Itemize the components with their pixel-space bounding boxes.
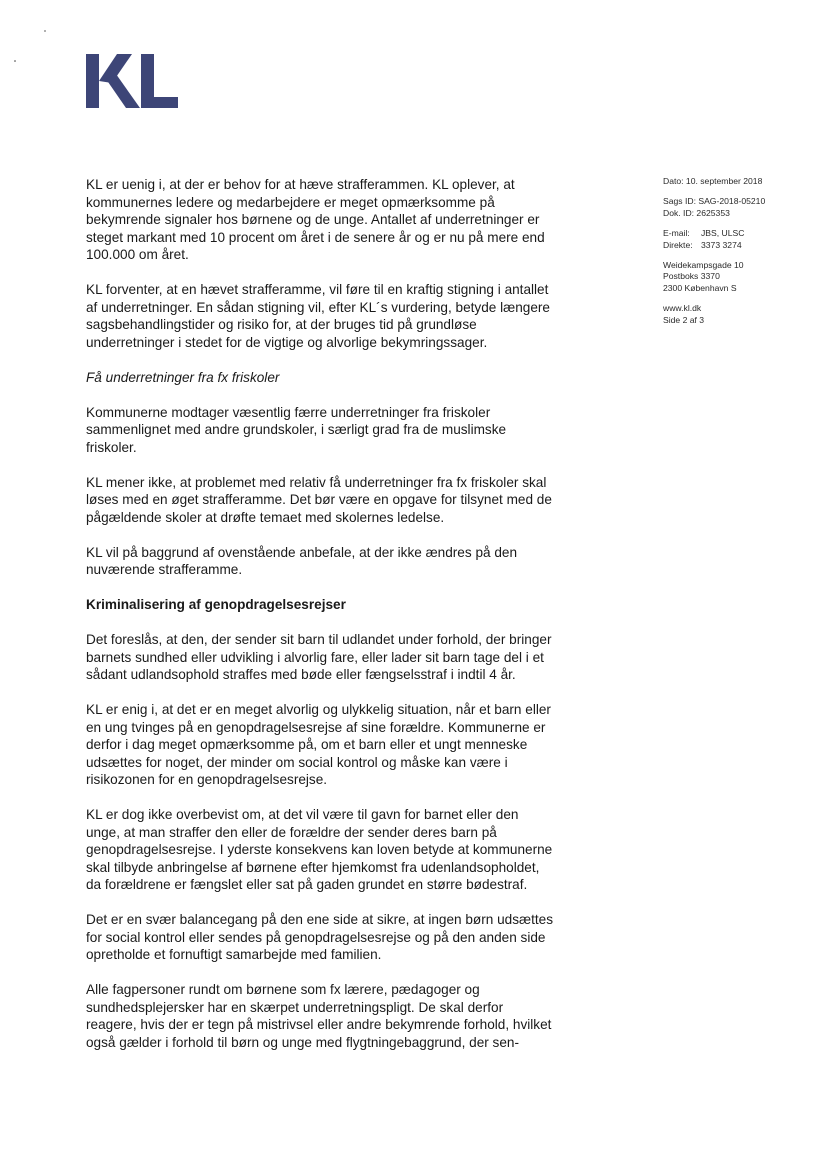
letter-meta-sidebar: [663, 176, 813, 335]
case-id-line: Sags ID: SAG-2018-05210: [663, 196, 766, 207]
web-group: [663, 303, 813, 326]
paragraph: KL forventer, at en hævet strafferamme, vil føre til en kraftig stigning i antallet af underretninger. En sådan stigning vil, efter KL´s vurdering, betyde længere sagsbehandlingstider og risiko for, at der bruges tid på grundløse underretninger i stedet for de vigtige og alvorlige bekymringssager.: [86, 282, 550, 350]
paragraph: KL er dog ikke overbevist om, at det vil være til gavn for barnet eller den unge, at man straffer den eller de forældre der sender deres barn på genopdragelsesrejse. I yderste konsekvens kan loven betyde at kommunerne skal tilbyde anbringelse af børnene efter hjemkomst fra udenlandsopholdet, da forældrene er fængslet eller sat på gaden grundet en større bødestraf.: [86, 807, 553, 892]
scan-speck: [44, 30, 46, 32]
paragraph: Kommunerne modtager væsentlig færre underretninger fra friskoler sammenlignet med andre grundskoler, i særligt grad fra de muslimske friskoler.: [86, 404, 507, 455]
paragraph: KL er uenig i, at der er behov for at hæve strafferammen. KL oplever, at kommunernes ledere og medarbejdere er meget opmærksomme på bekymrende signaler hos børnene og de unge. Antallet af underretninger er steget markant med 10 procent om året i de senere år og er nu på mere end 100.000 om året.: [86, 177, 545, 262]
paragraph: Det er en svær balancegang på den ene side at sikre, at ingen børn udsættes for social kontrol eller sendes på genopdragelsesrejse og på den anden side opretholde et fornuftigt samarbejde med familien.: [86, 912, 553, 962]
page-info-line: Side 2 af 3: [663, 314, 705, 325]
contact-group: [663, 228, 813, 251]
paragraph: KL er enig i, at det er en meget alvorlig og ulykkelig situation, når et barn eller en ung tvinges på en genopdragelsesrejse af sine forældre. Kommunerne er derfor i dag meget opmærksomme på, om et barn eller et ungt menneske udsættes for noget, der minder om social kontrol og måske kan være i risikozonen for en genopdragelsesrejse.: [86, 702, 551, 787]
doc-id-line: Dok. ID: 2625353: [663, 207, 730, 218]
date-line: Dato: 10. september 2018: [663, 176, 763, 186]
website-line: www.kl.dk: [663, 303, 702, 314]
paragraph: KL vil på baggrund af ovenstående anbefale, at der ikke ændres på den nuværende strafferamme.: [86, 544, 518, 577]
email-value: JBS, ULSC: [701, 228, 745, 239]
direct-label: Direkte:: [663, 239, 693, 250]
address-line-1: Weidekampsgade 10: [663, 260, 744, 271]
direct-value: 3373 3274: [701, 239, 742, 250]
kl-logo-mark: [86, 52, 178, 110]
section-heading-italic: Få underretninger fra fx friskoler: [86, 369, 280, 385]
section-heading-bold: Kriminalisering af genopdragelsesrejser: [86, 597, 346, 612]
address-line-2: Postboks 3370: [663, 271, 720, 282]
section-friskoler: [86, 369, 554, 457]
date-group: [663, 176, 813, 187]
reference-group: [663, 196, 813, 219]
paragraph: Alle fagpersoner rundt om børnene som fx lærere, pædagoger og sundhedsplejersker har en skærpet underretningspligt. De skal derfor reagere, hvis der er tegn på mistrivsel eller andre bekymrende forhold, hvilket også gælder i forhold til børn og unge med flygtningebaggrund, der sen-: [86, 982, 552, 1050]
scan-speck: [14, 60, 16, 62]
kl-logo: [86, 52, 178, 110]
address-group: [663, 260, 813, 294]
email-line: [663, 228, 813, 239]
email-label: E-mail:: [663, 228, 690, 239]
paragraph: KL mener ikke, at problemet med relativ få underretninger fra fx friskoler skal løses med en øget strafferamme. Det bør være en opgave for tilsynet med de pågældende skoler at drøfte temaet med skolernes ledelse.: [86, 474, 552, 525]
paragraph: Det foreslås, at den, der sender sit barn til udlandet under forhold, der bringer barnets sundhed eller udvikling i alvorlig fare, eller lader sit barn tage del i et sådant udlandsophold straffes med bøde eller fængselsstraf i indtil 4 år.: [86, 632, 552, 682]
section-genopdragelsesrejser: [86, 596, 554, 684]
direct-line: [663, 240, 813, 251]
letter-body: [86, 176, 554, 1069]
address-line-3: 2300 København S: [663, 282, 737, 293]
